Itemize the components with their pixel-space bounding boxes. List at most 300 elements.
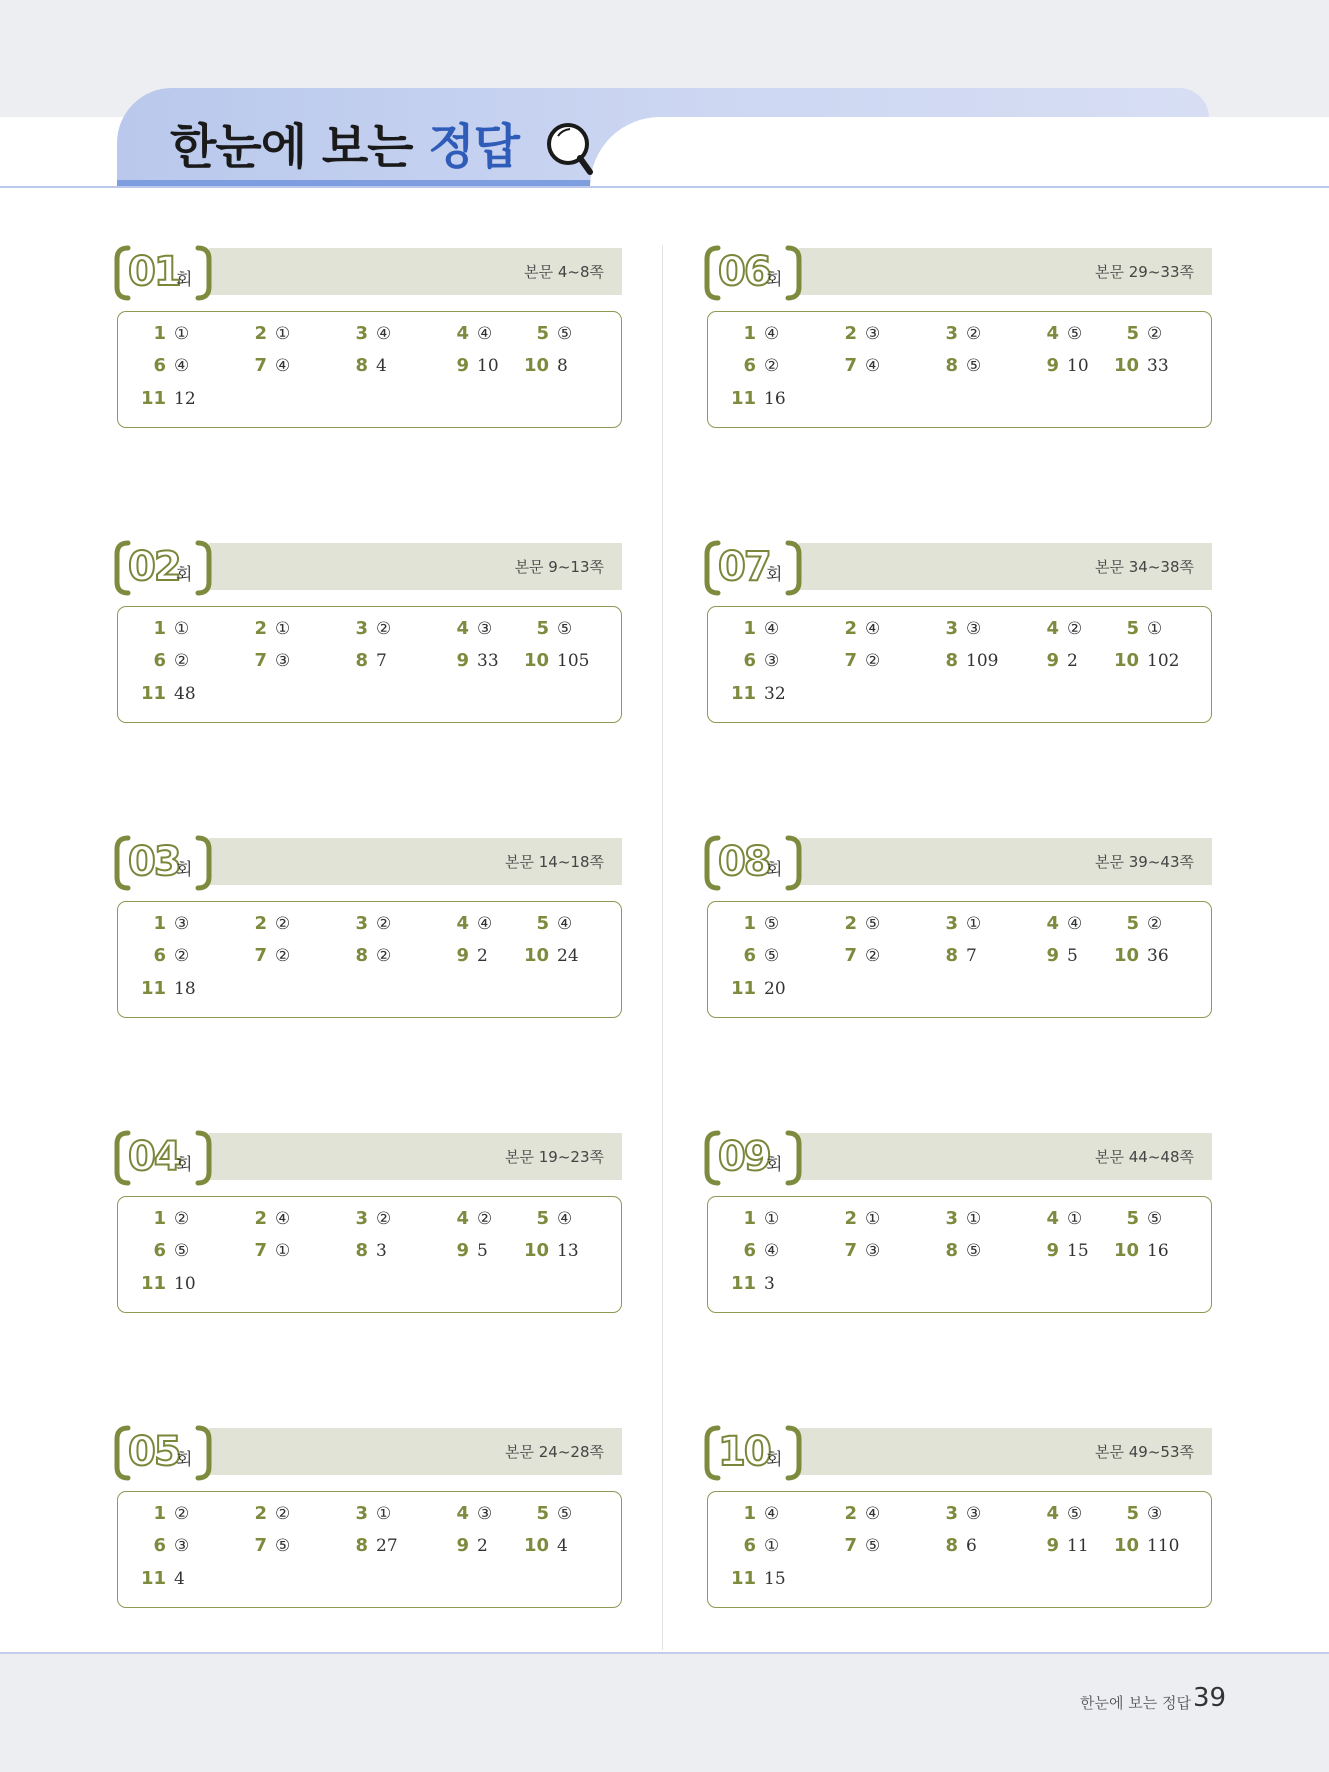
answer-value: ④ bbox=[764, 1241, 780, 1261]
question-number: 7 bbox=[254, 945, 267, 966]
question-number: 11 bbox=[140, 1273, 166, 1294]
answer-value: 3 bbox=[376, 1241, 387, 1261]
answer-item bbox=[239, 320, 290, 348]
question-number: 2 bbox=[254, 323, 267, 344]
answer-value: ④ bbox=[275, 356, 291, 376]
question-number: 1 bbox=[743, 618, 756, 639]
answer-item bbox=[930, 1205, 981, 1233]
answer-item bbox=[239, 910, 290, 938]
question-number: 7 bbox=[844, 355, 857, 376]
answer-item bbox=[138, 352, 189, 380]
answer-value: ② bbox=[865, 651, 881, 671]
round-number: 02 bbox=[128, 544, 180, 590]
page-title-main: 한눈에 보는 bbox=[170, 119, 413, 175]
question-number: 1 bbox=[153, 1503, 166, 1524]
question-number: 2 bbox=[254, 913, 267, 934]
question-number: 2 bbox=[844, 618, 857, 639]
question-number: 3 bbox=[355, 913, 368, 934]
answer-item bbox=[728, 385, 786, 413]
answer-item bbox=[1111, 942, 1169, 970]
answer-item bbox=[728, 647, 779, 675]
answer-box bbox=[707, 311, 1212, 428]
question-number: 3 bbox=[945, 1503, 958, 1524]
round-suffix: 회 bbox=[176, 860, 193, 880]
question-number: 3 bbox=[355, 323, 368, 344]
answer-item bbox=[930, 615, 981, 643]
question-number: 8 bbox=[355, 945, 368, 966]
answer-value: ② bbox=[376, 619, 392, 639]
answer-value: ② bbox=[477, 1209, 493, 1229]
magnifier-icon bbox=[546, 118, 594, 182]
question-number: 9 bbox=[1046, 650, 1059, 671]
question-number: 9 bbox=[456, 1240, 469, 1261]
answer-value: ⑤ bbox=[1067, 324, 1083, 344]
footer-title: 한눈에 보는 정답 bbox=[1080, 1694, 1191, 1712]
round-number: 07 bbox=[718, 544, 770, 590]
answer-value: ④ bbox=[764, 324, 780, 344]
round-suffix: 회 bbox=[176, 565, 193, 585]
page-range: 본문 19~23쪽 bbox=[505, 1148, 604, 1166]
round-02-block bbox=[114, 540, 624, 730]
answer-value: 48 bbox=[174, 684, 196, 704]
answer-item bbox=[1111, 1237, 1169, 1265]
answer-value: ② bbox=[1147, 324, 1163, 344]
question-number: 8 bbox=[945, 1535, 958, 1556]
question-number: 5 bbox=[536, 1503, 549, 1524]
answer-item bbox=[1031, 1237, 1089, 1265]
question-number: 10 bbox=[523, 945, 549, 966]
answer-value: ② bbox=[174, 1209, 190, 1229]
answer-value: ① bbox=[275, 1241, 291, 1261]
question-number: 8 bbox=[355, 1535, 368, 1556]
answer-item bbox=[521, 1237, 579, 1265]
answer-value: ④ bbox=[557, 1209, 573, 1229]
answer-value: ④ bbox=[764, 619, 780, 639]
answer-value: ① bbox=[174, 324, 190, 344]
answer-value: ② bbox=[966, 324, 982, 344]
question-number: 5 bbox=[1126, 323, 1139, 344]
round-badge bbox=[704, 1425, 802, 1481]
answer-value: ④ bbox=[865, 619, 881, 639]
answer-item bbox=[728, 1270, 775, 1298]
answer-value: ③ bbox=[275, 651, 291, 671]
answer-item bbox=[1031, 1532, 1089, 1560]
answer-value: ⑤ bbox=[865, 914, 881, 934]
question-number: 3 bbox=[945, 618, 958, 639]
answer-item bbox=[138, 1205, 189, 1233]
question-number: 11 bbox=[140, 978, 166, 999]
question-number: 8 bbox=[355, 650, 368, 671]
answer-box bbox=[707, 901, 1212, 1018]
question-number: 7 bbox=[844, 1240, 857, 1261]
answer-item bbox=[829, 320, 880, 348]
answer-item bbox=[1031, 320, 1082, 348]
answer-item bbox=[728, 1565, 786, 1593]
answer-value: 6 bbox=[966, 1536, 977, 1556]
question-number: 5 bbox=[536, 618, 549, 639]
answer-item bbox=[239, 647, 290, 675]
question-number: 11 bbox=[730, 1273, 756, 1294]
answer-item bbox=[1111, 615, 1162, 643]
answer-item bbox=[138, 320, 189, 348]
question-number: 8 bbox=[945, 1240, 958, 1261]
question-number: 3 bbox=[945, 913, 958, 934]
answer-item bbox=[138, 615, 189, 643]
answer-item bbox=[441, 910, 492, 938]
answer-value: ① bbox=[275, 619, 291, 639]
answer-item bbox=[1111, 1532, 1179, 1560]
question-number: 10 bbox=[523, 355, 549, 376]
round-suffix: 회 bbox=[766, 1450, 783, 1470]
answer-item bbox=[521, 647, 589, 675]
question-number: 10 bbox=[1113, 355, 1139, 376]
answer-value: ⑤ bbox=[966, 356, 982, 376]
answer-item bbox=[340, 647, 387, 675]
answer-item bbox=[1111, 1500, 1162, 1528]
answer-item bbox=[829, 910, 880, 938]
answer-value: ② bbox=[376, 914, 392, 934]
answer-item bbox=[1031, 1500, 1082, 1528]
answer-value: ④ bbox=[275, 1209, 291, 1229]
question-number: 11 bbox=[730, 683, 756, 704]
question-number: 8 bbox=[355, 1240, 368, 1261]
answer-item bbox=[239, 615, 290, 643]
question-number: 1 bbox=[743, 323, 756, 344]
answer-item bbox=[521, 1532, 568, 1560]
answer-item bbox=[340, 1237, 387, 1265]
answer-item bbox=[1111, 910, 1162, 938]
round-number: 10 bbox=[718, 1429, 770, 1475]
answer-item bbox=[138, 1565, 185, 1593]
question-number: 3 bbox=[945, 1208, 958, 1229]
answer-item bbox=[521, 942, 579, 970]
answer-item bbox=[1111, 352, 1169, 380]
answer-value: ① bbox=[174, 619, 190, 639]
round-badge bbox=[114, 835, 212, 891]
answer-value: 10 bbox=[477, 356, 499, 376]
answer-value: ④ bbox=[557, 914, 573, 934]
answer-value: ① bbox=[865, 1209, 881, 1229]
answer-item bbox=[441, 352, 499, 380]
page-title bbox=[170, 108, 519, 177]
answer-value: 33 bbox=[1147, 356, 1169, 376]
question-number: 2 bbox=[254, 618, 267, 639]
round-badge bbox=[704, 540, 802, 596]
answer-value: 4 bbox=[376, 356, 387, 376]
answer-value: ⑤ bbox=[275, 1536, 291, 1556]
answer-value: ③ bbox=[966, 619, 982, 639]
answer-value: ⑤ bbox=[966, 1241, 982, 1261]
round-suffix: 회 bbox=[176, 1450, 193, 1470]
answer-item bbox=[441, 1237, 488, 1265]
answer-item bbox=[138, 942, 189, 970]
answer-value: ② bbox=[1147, 914, 1163, 934]
answer-item bbox=[728, 975, 786, 1003]
round-07-block bbox=[704, 540, 1214, 730]
answer-item bbox=[1111, 320, 1162, 348]
answer-item bbox=[1111, 647, 1179, 675]
question-number: 10 bbox=[523, 650, 549, 671]
answer-item bbox=[138, 1532, 189, 1560]
question-number: 2 bbox=[844, 323, 857, 344]
question-number: 4 bbox=[456, 618, 469, 639]
answer-value: ② bbox=[1067, 619, 1083, 639]
answer-value: ④ bbox=[477, 324, 493, 344]
answer-value: ③ bbox=[764, 651, 780, 671]
question-number: 4 bbox=[456, 1208, 469, 1229]
answer-item bbox=[728, 615, 779, 643]
question-number: 9 bbox=[1046, 355, 1059, 376]
question-number: 2 bbox=[844, 1208, 857, 1229]
question-number: 10 bbox=[1113, 1240, 1139, 1261]
question-number: 7 bbox=[254, 1535, 267, 1556]
banner-line bbox=[0, 186, 1329, 188]
question-number: 11 bbox=[140, 388, 166, 409]
question-number: 1 bbox=[743, 1503, 756, 1524]
answer-value: ① bbox=[966, 914, 982, 934]
answer-value: ① bbox=[966, 1209, 982, 1229]
question-number: 10 bbox=[1113, 945, 1139, 966]
question-number: 8 bbox=[945, 945, 958, 966]
page-range: 본문 44~48쪽 bbox=[1095, 1148, 1194, 1166]
answer-value: ② bbox=[275, 914, 291, 934]
question-number: 6 bbox=[743, 650, 756, 671]
answer-item bbox=[829, 1205, 880, 1233]
answer-item bbox=[441, 647, 499, 675]
question-number: 2 bbox=[254, 1503, 267, 1524]
page-range: 본문 39~43쪽 bbox=[1095, 853, 1194, 871]
page-number: 39 bbox=[1193, 1683, 1227, 1713]
answer-value: 102 bbox=[1147, 651, 1180, 671]
answer-item bbox=[1031, 1205, 1082, 1233]
round-badge bbox=[114, 540, 212, 596]
question-number: 9 bbox=[1046, 945, 1059, 966]
answer-value: ⑤ bbox=[1067, 1504, 1083, 1524]
question-number: 6 bbox=[153, 650, 166, 671]
question-number: 10 bbox=[523, 1240, 549, 1261]
column-divider bbox=[662, 245, 663, 1650]
answer-item bbox=[340, 615, 391, 643]
answer-value: ④ bbox=[376, 324, 392, 344]
answer-value: ① bbox=[764, 1209, 780, 1229]
round-10-block bbox=[704, 1425, 1214, 1615]
answer-item bbox=[930, 942, 977, 970]
round-03-block bbox=[114, 835, 624, 1025]
answer-value: 16 bbox=[1147, 1241, 1169, 1261]
question-number: 11 bbox=[730, 978, 756, 999]
question-number: 4 bbox=[1046, 323, 1059, 344]
answer-item bbox=[829, 1237, 880, 1265]
round-badge bbox=[704, 1130, 802, 1186]
page-title-accent: 정답 bbox=[428, 119, 520, 175]
answer-item bbox=[728, 910, 779, 938]
answer-item bbox=[239, 1237, 290, 1265]
round-badge bbox=[114, 245, 212, 301]
round-number: 09 bbox=[718, 1134, 770, 1180]
answer-item bbox=[138, 1270, 196, 1298]
round-badge bbox=[704, 245, 802, 301]
answer-value: ② bbox=[174, 1504, 190, 1524]
answer-value: ⑤ bbox=[1147, 1209, 1163, 1229]
question-number: 6 bbox=[153, 355, 166, 376]
answer-value: ⑤ bbox=[174, 1241, 190, 1261]
question-number: 7 bbox=[254, 650, 267, 671]
answer-value: 36 bbox=[1147, 946, 1169, 966]
question-number: 6 bbox=[153, 1240, 166, 1261]
question-number: 11 bbox=[730, 1568, 756, 1589]
round-number: 05 bbox=[128, 1429, 180, 1475]
answer-item bbox=[521, 1500, 572, 1528]
answer-item bbox=[930, 910, 981, 938]
answer-value: ③ bbox=[865, 1241, 881, 1261]
answer-value: 5 bbox=[477, 1241, 488, 1261]
question-number: 5 bbox=[536, 913, 549, 934]
round-number: 03 bbox=[128, 839, 180, 885]
answer-value: 8 bbox=[557, 356, 568, 376]
answer-value: ② bbox=[764, 356, 780, 376]
answer-item bbox=[521, 352, 568, 380]
answer-value: 2 bbox=[477, 946, 488, 966]
round-suffix: 회 bbox=[766, 565, 783, 585]
answer-value: 33 bbox=[477, 651, 499, 671]
answer-item bbox=[728, 1532, 779, 1560]
answer-box bbox=[707, 606, 1212, 723]
answer-item bbox=[138, 975, 196, 1003]
question-number: 1 bbox=[153, 618, 166, 639]
answer-value: ④ bbox=[865, 356, 881, 376]
answer-box bbox=[117, 606, 622, 723]
question-number: 1 bbox=[153, 913, 166, 934]
question-number: 4 bbox=[1046, 913, 1059, 934]
answer-item bbox=[728, 1237, 779, 1265]
question-number: 4 bbox=[456, 913, 469, 934]
answer-item bbox=[441, 1500, 492, 1528]
answer-value: 110 bbox=[1147, 1536, 1180, 1556]
round-suffix: 회 bbox=[176, 270, 193, 290]
answer-value: ② bbox=[174, 946, 190, 966]
answer-item bbox=[239, 352, 290, 380]
answer-item bbox=[1031, 647, 1078, 675]
page-range: 본문 34~38쪽 bbox=[1095, 558, 1194, 576]
answer-item bbox=[138, 647, 189, 675]
page-range: 본문 4~8쪽 bbox=[524, 263, 604, 281]
answer-item bbox=[1031, 942, 1078, 970]
answer-item bbox=[138, 680, 196, 708]
round-number: 08 bbox=[718, 839, 770, 885]
footer-line bbox=[0, 1652, 1329, 1654]
answer-item bbox=[239, 1205, 290, 1233]
page-range: 본문 24~28쪽 bbox=[505, 1443, 604, 1461]
answer-value: ③ bbox=[1147, 1504, 1163, 1524]
answer-value: 16 bbox=[764, 389, 786, 409]
page-range: 본문 14~18쪽 bbox=[505, 853, 604, 871]
answer-item bbox=[441, 615, 492, 643]
answer-value: 15 bbox=[764, 1569, 786, 1589]
question-number: 8 bbox=[355, 355, 368, 376]
answer-value: ④ bbox=[174, 356, 190, 376]
answer-item bbox=[829, 615, 880, 643]
answer-box bbox=[117, 1491, 622, 1608]
question-number: 2 bbox=[844, 913, 857, 934]
answer-value: ② bbox=[174, 651, 190, 671]
answer-item bbox=[1031, 910, 1082, 938]
answer-item bbox=[930, 352, 981, 380]
question-number: 1 bbox=[743, 913, 756, 934]
answer-value: ② bbox=[376, 946, 392, 966]
answer-value: 4 bbox=[557, 1536, 568, 1556]
answer-value: ③ bbox=[477, 619, 493, 639]
question-number: 7 bbox=[254, 355, 267, 376]
answer-item bbox=[441, 320, 492, 348]
round-number: 06 bbox=[718, 249, 770, 295]
question-number: 2 bbox=[844, 1503, 857, 1524]
answer-value: ⑤ bbox=[865, 1536, 881, 1556]
question-number: 5 bbox=[1126, 618, 1139, 639]
round-01-block bbox=[114, 245, 624, 435]
answer-item bbox=[340, 942, 391, 970]
banner-cutout bbox=[590, 117, 1329, 197]
answer-item bbox=[138, 1500, 189, 1528]
answer-value: ① bbox=[275, 324, 291, 344]
answer-item bbox=[930, 320, 981, 348]
answer-item bbox=[521, 910, 572, 938]
question-number: 3 bbox=[945, 323, 958, 344]
round-badge bbox=[704, 835, 802, 891]
question-number: 5 bbox=[1126, 1503, 1139, 1524]
answer-value: ② bbox=[275, 946, 291, 966]
answer-item bbox=[1031, 615, 1082, 643]
answer-value: 7 bbox=[966, 946, 977, 966]
answer-item bbox=[728, 320, 779, 348]
question-number: 4 bbox=[1046, 1208, 1059, 1229]
round-suffix: 회 bbox=[766, 270, 783, 290]
answer-value: ③ bbox=[174, 914, 190, 934]
round-06-block bbox=[704, 245, 1214, 435]
answer-item bbox=[829, 942, 880, 970]
answer-value: 20 bbox=[764, 979, 786, 999]
question-number: 1 bbox=[743, 1208, 756, 1229]
answer-item bbox=[521, 615, 572, 643]
question-number: 9 bbox=[1046, 1240, 1059, 1261]
answer-item bbox=[521, 320, 572, 348]
question-number: 7 bbox=[844, 945, 857, 966]
answer-value: 3 bbox=[764, 1274, 775, 1294]
question-number: 9 bbox=[1046, 1535, 1059, 1556]
answer-item bbox=[441, 1205, 492, 1233]
question-number: 8 bbox=[945, 355, 958, 376]
answer-item bbox=[138, 910, 189, 938]
page-range: 본문 49~53쪽 bbox=[1095, 1443, 1194, 1461]
answer-value: 5 bbox=[1067, 946, 1078, 966]
answer-value: ② bbox=[275, 1504, 291, 1524]
answer-value: ① bbox=[376, 1504, 392, 1524]
answer-item bbox=[239, 942, 290, 970]
question-number: 9 bbox=[456, 650, 469, 671]
round-08-block bbox=[704, 835, 1214, 1025]
answer-value: ⑤ bbox=[557, 619, 573, 639]
answer-item bbox=[930, 647, 998, 675]
question-number: 8 bbox=[945, 650, 958, 671]
question-number: 4 bbox=[1046, 1503, 1059, 1524]
question-number: 10 bbox=[1113, 1535, 1139, 1556]
answer-value: 13 bbox=[557, 1241, 579, 1261]
answer-box bbox=[117, 311, 622, 428]
answer-value: 2 bbox=[1067, 651, 1078, 671]
answer-value: 32 bbox=[764, 684, 786, 704]
round-04-block bbox=[114, 1130, 624, 1320]
answer-value: 10 bbox=[174, 1274, 196, 1294]
question-number: 3 bbox=[355, 618, 368, 639]
